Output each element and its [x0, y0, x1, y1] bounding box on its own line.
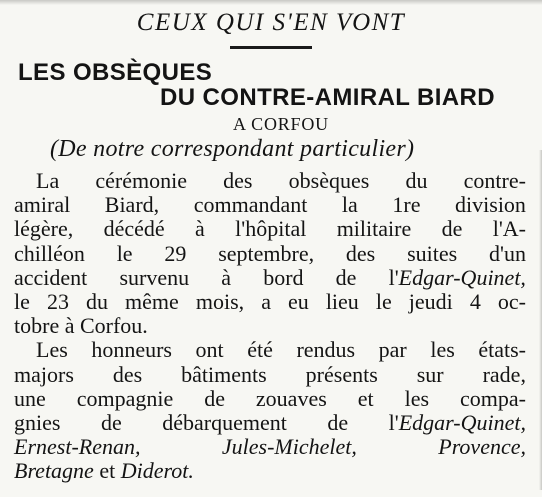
word: gnies — [14, 409, 61, 435]
word: tobre — [14, 313, 60, 339]
word: honneurs — [91, 337, 172, 363]
word: commandant — [193, 192, 308, 218]
word: zouaves — [255, 385, 327, 411]
word: compa- — [459, 385, 526, 411]
word: 23 — [46, 288, 69, 314]
word: l'hôpital — [235, 216, 307, 242]
word: amiral — [14, 192, 71, 218]
word: obsèques — [288, 168, 370, 193]
word: le — [116, 240, 133, 266]
word: rade, — [482, 361, 526, 387]
word: sur — [416, 361, 444, 387]
word: l' — [388, 264, 399, 290]
word: par — [378, 337, 407, 363]
word: 1re — [392, 192, 421, 218]
text-line — [14, 290, 526, 314]
word: Les — [36, 337, 68, 363]
text-line — [14, 459, 526, 483]
word: de — [441, 216, 463, 242]
dateline: A CORFOU — [233, 114, 329, 134]
word: les — [404, 385, 430, 411]
word: chilléon — [14, 240, 85, 266]
word: a — [261, 288, 271, 314]
word: La — [36, 168, 60, 193]
article-body — [14, 169, 526, 483]
word: majors — [14, 361, 74, 387]
ship-name-jules-michelet: Jules-Michelet, — [221, 434, 357, 460]
word: le — [375, 288, 392, 314]
word: légère, — [14, 216, 74, 242]
word: Biard, — [104, 192, 160, 218]
word: même — [125, 288, 179, 314]
word: une — [14, 385, 46, 411]
byline: (De notre correspondant particulier) — [50, 136, 415, 162]
heading-rule — [230, 46, 312, 49]
word: bâtiments — [181, 361, 267, 387]
word: décédé — [103, 216, 165, 242]
word: militaire — [336, 216, 412, 242]
word: oc- — [497, 288, 526, 314]
section-heading: CEUX QUI S'EN VONT — [136, 9, 406, 36]
text-line — [14, 411, 526, 435]
word: bord — [263, 264, 304, 290]
word: et — [99, 458, 116, 484]
paragraph-1 — [14, 169, 526, 338]
word: à — [195, 216, 205, 242]
word: l'A- — [492, 216, 526, 242]
word: jeudi — [408, 288, 453, 314]
ship-name-diderot: Diderot. — [120, 458, 194, 484]
word: de — [204, 385, 225, 411]
ship-name-edgar-quinet: Edgar-Quinet, — [398, 264, 526, 290]
word: lieu — [325, 288, 359, 314]
word: de — [335, 264, 357, 290]
headline-line-1: LES OBSÈQUES — [18, 59, 213, 86]
word: et — [357, 385, 374, 411]
word: de — [327, 409, 349, 435]
ship-name-provence: Provence, — [438, 434, 526, 460]
word: l' — [388, 409, 399, 435]
word: division — [455, 192, 526, 218]
torn-top-edge — [0, 0, 542, 5]
text-line — [14, 387, 526, 411]
word: du — [85, 288, 108, 314]
text-line — [14, 217, 526, 241]
text-line — [14, 363, 526, 387]
word: 29 — [164, 240, 187, 266]
word: contre- — [463, 168, 526, 193]
word: états- — [478, 337, 526, 363]
word: cérémonie — [95, 168, 187, 193]
word: suites — [407, 240, 458, 266]
text-line — [14, 169, 526, 193]
word: du — [405, 168, 428, 193]
text-line — [14, 242, 526, 266]
word: débarquement — [162, 409, 287, 435]
word: Corfou. — [79, 313, 148, 339]
word: les — [430, 337, 455, 363]
text-line-ship-names — [14, 435, 526, 459]
word: ont — [195, 337, 224, 363]
word: accident — [14, 264, 88, 290]
word: septembre, — [218, 240, 315, 266]
word: compagnie — [76, 385, 174, 411]
ship-name-bretagne: Bretagne — [14, 458, 94, 484]
ship-name-ernest-renan: Ernest-Renan, — [14, 434, 141, 460]
ship-name-edgar-quinet: Edgar-Quinet, — [398, 409, 526, 435]
word: présents — [305, 361, 378, 387]
word: le — [14, 288, 30, 314]
word: de — [100, 409, 122, 435]
word: à — [64, 313, 75, 339]
word: eu — [288, 288, 309, 314]
word: mois, — [195, 288, 245, 314]
text-line — [14, 193, 526, 217]
headline-line-2: DU CONTRE-AMIRAL BIARD — [160, 84, 496, 111]
word: des — [345, 240, 376, 266]
paragraph-2 — [14, 338, 526, 483]
text-line — [14, 314, 526, 338]
word: 4 — [469, 288, 481, 314]
word: survenu — [119, 264, 190, 290]
word: la — [341, 192, 358, 218]
word: des — [223, 168, 253, 193]
word: rendus — [296, 337, 356, 363]
word: à — [221, 264, 232, 290]
text-line — [14, 266, 526, 290]
word: des — [112, 361, 143, 387]
text-line — [14, 338, 526, 362]
word: été — [247, 337, 273, 363]
word: d'un — [489, 240, 526, 266]
